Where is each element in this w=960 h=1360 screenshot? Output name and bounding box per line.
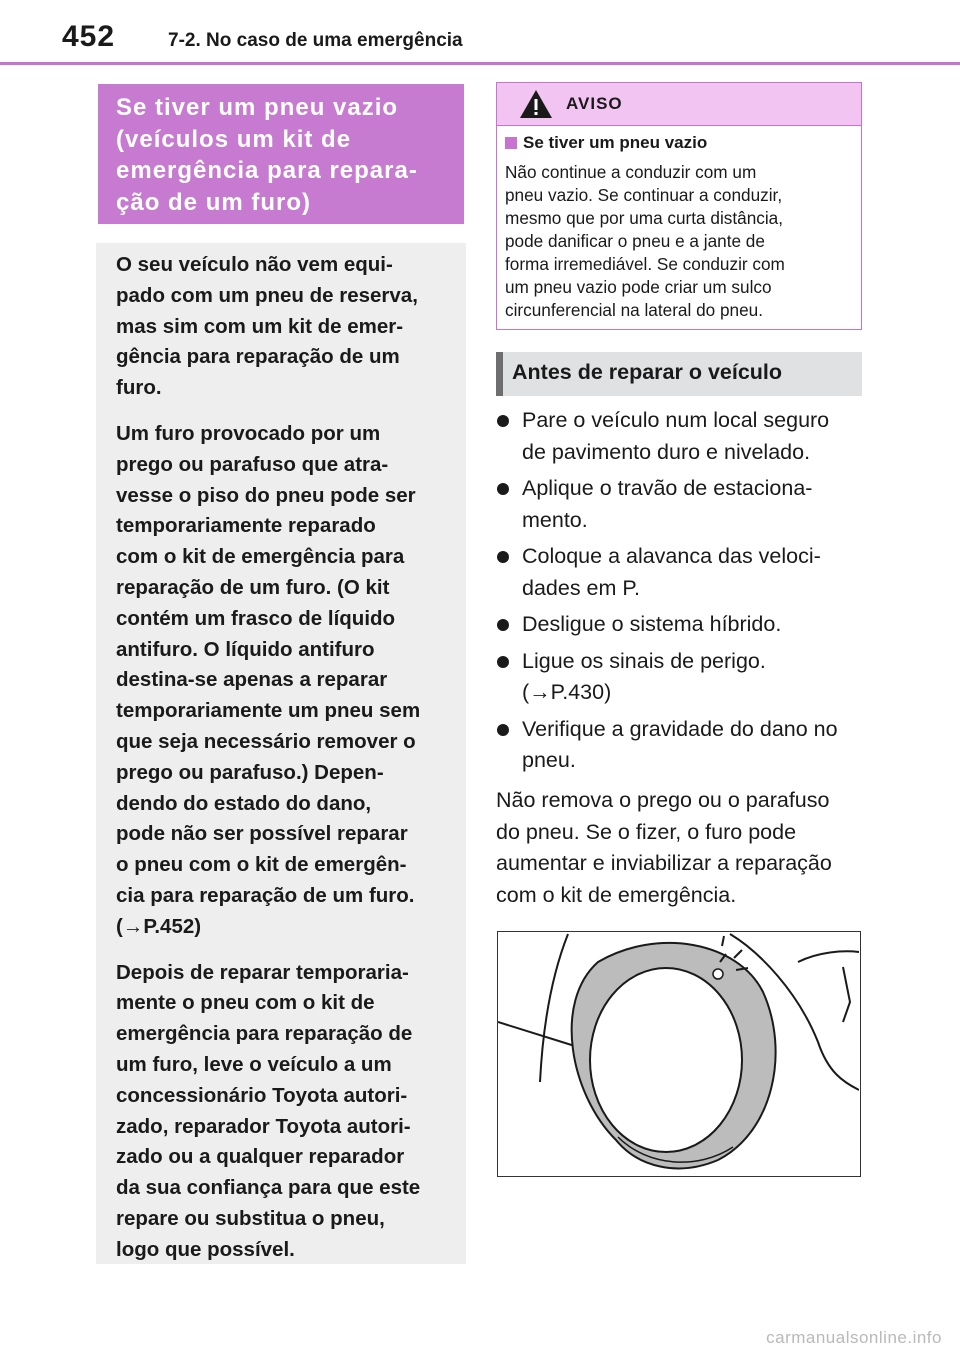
list-item <box>496 714 866 777</box>
list-item-text: Aplique o travão de estaciona- mento. <box>522 476 813 532</box>
list-item-text: Pare o veículo num local seguro de pavimento duro e nivelado. <box>522 408 830 464</box>
page-number: 452 <box>62 20 116 53</box>
left-paragraph-3: Depois de reparar temporaria- mente o pneu com o kit de emergência para reparação de um furo, leve o veículo a um concessionário Toyota autori- zado, reparador Toyota autori- zado ou a qualquer reparador da sua confiança para que este repare ou substitua o pneu, logo que possível. <box>116 960 421 1261</box>
list-item <box>496 609 866 641</box>
list-item <box>496 473 866 536</box>
left-paragraph-2: Um furo provocado por um prego ou parafuso que atra- vesse o piso do pneu pode ser temporariamente reparado com o kit de emergência para reparação de um furo. (O kit contém um frasco de líquido antifuro. O líquido antifuro destina-se apenas a reparar temporariamente um pneu sem que seja necessário remover o prego ou parafuso.) Depen- dendo do estado do dano, pode não ser possível reparar o pneu com o kit de emergên- cia para reparação de um furo. (→P.452) <box>116 421 421 938</box>
warning-subheading <box>505 133 707 153</box>
checklist <box>496 405 866 782</box>
bullet-dot-icon <box>497 483 509 495</box>
list-item <box>496 646 866 709</box>
bullet-dot-icon <box>497 551 509 563</box>
bullet-dot-icon <box>497 415 509 427</box>
bullet-dot-icon <box>497 724 509 736</box>
bullet-dot-icon <box>497 619 509 631</box>
list-item-text: Verifique a gravidade do dano no pneu. <box>522 716 838 772</box>
closing-paragraph: Não remova o prego ou o parafuso do pneu. Se o fizer, o furo pode aumentar e inviabilizar a reparação com o kit de emergência. <box>496 788 832 907</box>
list-item-text: Desligue o sistema híbrido. <box>522 612 782 636</box>
left-title-banner <box>98 84 464 224</box>
warning-header <box>497 83 861 126</box>
warning-subheading-text: Se tiver um pneu vazio <box>523 133 708 152</box>
tire-illustration <box>497 931 861 1177</box>
section-banner-accent <box>496 352 503 396</box>
left-title-text: Se tiver um pneu vazio (veículos um kit de emergência para repara- ção de um furo) <box>116 94 418 216</box>
warning-box <box>496 82 862 330</box>
warning-body: Não continue a conduzir com um pneu vazio. Se continuar a conduzir, mesmo que por uma curta distância, pode danificar o pneu e a jante de forma irremediável. Se conduzir com um pneu vazio pode criar um sulco circunferencial na lateral do pneu. <box>505 162 785 320</box>
bullet-dot-icon <box>497 656 509 668</box>
header-rule <box>0 62 960 65</box>
list-item-text: Ligue os sinais de perigo. (→P.430) <box>522 648 766 704</box>
section-banner <box>496 352 862 396</box>
square-bullet-icon <box>505 137 517 149</box>
warning-title: AVISO <box>566 94 623 113</box>
section-banner-title: Antes de reparar o veículo <box>512 360 783 384</box>
section-title: 7-2. No caso de uma emergência <box>168 30 463 51</box>
list-item <box>496 541 866 604</box>
list-item-text: Coloque a alavanca das veloci- dades em P. <box>522 544 821 600</box>
list-item <box>496 405 866 468</box>
warning-triangle-icon <box>519 89 553 119</box>
left-paragraph-1: O seu veículo não vem equi- pado com um pneu de reserva, mas sim com um kit de emer- gência para reparação de um furo. <box>116 253 418 400</box>
watermark: carmanualsonline.info <box>766 1328 942 1347</box>
left-note-box <box>96 243 466 1264</box>
flat-tire-with-nail-illustration <box>498 932 859 1175</box>
